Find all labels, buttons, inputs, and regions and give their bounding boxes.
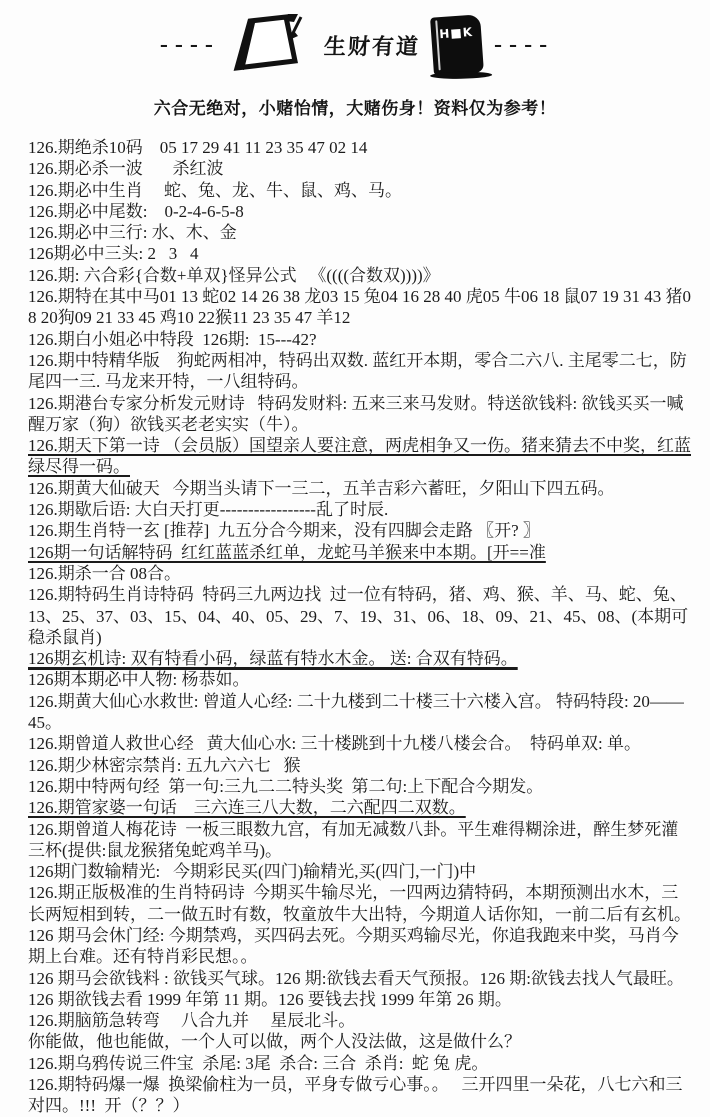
notepad-pen-icon <box>228 13 312 77</box>
text-line: 126.期必杀一波 杀红波 <box>28 159 224 179</box>
text-line: 126.期脑筋急转弯 八合九并 星辰北斗。 <box>28 1011 356 1031</box>
dash-left: ---- <box>157 36 218 54</box>
text-line: 126 期欲钱去看 1999 年第 11 期。126 要钱去找 1999 年第 26 期。 <box>28 989 512 1009</box>
tip-sheet-page <box>0 12 710 1116</box>
text-line: 126.期港台专家分析发元财诗 特码发财料: 五来三来马发财。特送欲钱料: 欲钱买买一喊醒万家（狗）欲钱买老老实实（牛）。 <box>28 393 684 434</box>
text-line: 126.期白小姐必中特段 126期: 15---42? <box>28 329 317 349</box>
text-line: 126.期管家婆一句话 三六连三八大数，二六配四二双数。 <box>28 798 466 818</box>
text-line: 126.期杀一合 08合。 <box>28 563 181 583</box>
text-line: 126.期必中尾数: 0-2-4-6-5-8 <box>28 201 244 221</box>
book-icon <box>430 14 484 75</box>
text-line: 126.期曾道人梅花诗 一板三眼数九宫，有加无减数八卦。平生难得糊涂进，醉生梦死灌三杯(提供:鼠龙猴猪兔蛇鸡羊马)。 <box>28 819 679 860</box>
text-line: 126期必中三头: 2 3 4 <box>28 244 199 264</box>
text-line: 126.期曾道人救世心经 黄大仙心水: 三十楼跳到十九楼八楼会合。 特码单双: 单。 <box>28 734 641 754</box>
text-line: 126.期少林密宗禁肖: 五九六六七 猴 <box>28 755 301 775</box>
text-line: 126.期必中生肖 蛇、兔、龙、牛、鼠、鸡、马。 <box>28 180 402 200</box>
masthead <box>0 12 710 78</box>
text-line: 126.期歇后语: 大白天打更-----------------乱了时辰. <box>28 500 389 520</box>
text-line: 126.期: 六合彩{合数+单双}怪异公式 《((((合数双))))》 <box>28 265 440 285</box>
text-line: 126.期特码爆一爆 换梁偷柱为一员，平身专做亏心事。。 三开四里一朵花，八七六和三对四。!!! 开（？？） <box>28 1075 683 1116</box>
text-line: 126.期正版极准的生肖特码诗 今期买牛输尽光，一四两边猜特码，本期预测出水木，三长两短相到转，二一做五时有数，牧童放牛大出特，今期道人话你知，一前二后有玄机。 <box>28 883 691 924</box>
text-line: 126 期马会休门经: 今期禁鸡，买四码去死。今期买鸡输尽光，你追我跑来中奖，马肖今期上台难。还有特肖彩民想。。 <box>28 925 679 967</box>
text-line: 126.期中特两句经 第一句:三九二二特头奖 第二句:上下配合今期发。 <box>28 776 544 796</box>
text-line: 126.期特码生肖诗特码 特码三九两边找 过一位有特码，猪、鸡、猴、羊、马、蛇、兔、13、25、37、03、15、04、40、05、29、7、19、31、06、18、09、21、45、08、(本期可稳杀鼠肖) <box>28 585 689 647</box>
text-line: 126期门数输精光: 今期彩民买(四门)输精光,买(四门,一门)中 <box>28 862 477 882</box>
text-line: 你能做，他也能做，一个人可以做，两个人没法做，这是做什么？ <box>28 1032 521 1052</box>
book-label: H■K <box>438 24 474 42</box>
slogan: 六合无绝对，小赌怡情，大赌伤身！资料仅为参考！ <box>153 99 557 118</box>
page-title: 生财有道 <box>323 33 421 59</box>
text-line: 126期玄机诗: 双有特看小码，绿蓝有特水木金。 送: 合双有特码。 <box>28 649 518 669</box>
text-line: 126.期乌鸦传说三件宝 杀尾: 3尾 杀合: 三合 杀肖: 蛇 兔 虎。 <box>28 1053 489 1073</box>
text-line: 126 期马会欲钱料 : 欲钱买气球。126 期:欲钱去看天气预报。126 期:欲钱去找人气最旺。 <box>28 968 684 988</box>
text-line: 126.期黄大仙心水救世: 曾道人心经: 二十九楼到二十楼三十六楼入宫。 特码特段: 20——45。 <box>28 691 684 733</box>
text-line: 126.期绝杀10码 05 17 29 41 11 23 35 47 02 14 <box>28 138 368 157</box>
content-lines <box>0 137 710 1117</box>
text-line: 126.期生肖特一玄 [推荐] 九五分合今期来，没有四脚会走路 〖开? 〗 <box>28 521 540 541</box>
text-line: 126期一句话解特码 红红蓝蓝杀红单，龙蛇马羊猴来中本期。[开==准 <box>28 542 546 562</box>
text-line: 126.期特在其中马01 13 蛇02 14 26 38 龙03 15 兔04 16 28 40 虎05 牛06 18 鼠07 19 31 43 猪08 20狗09 21 33 45 鸡10 22猴11 23 35 47 羊12 <box>28 287 691 328</box>
dash-right: ---- <box>492 36 553 54</box>
text-line: 126期本期必中人物: 杨恭如。 <box>28 670 250 690</box>
text-line: 126.期黄大仙破天 今期当头请下一三二，五羊吉彩六蓄旺，夕阳山下四五码。 <box>28 478 615 498</box>
text-line: 126.期中特精华版 狗蛇两相冲，特码出双数. 蓝红开本期，零合二六八. 主尾零二七，防尾四一三. 马龙来开特，一八组特码。 <box>28 350 687 392</box>
text-line: 126.期天下第一诗 （会员版）国望亲人要注意，两虎相争又一伤。猪来猜去不中奖，红蓝绿尽得一码。 <box>28 436 691 477</box>
text-line: 126.期必中三行: 水、木、金 <box>28 223 237 243</box>
